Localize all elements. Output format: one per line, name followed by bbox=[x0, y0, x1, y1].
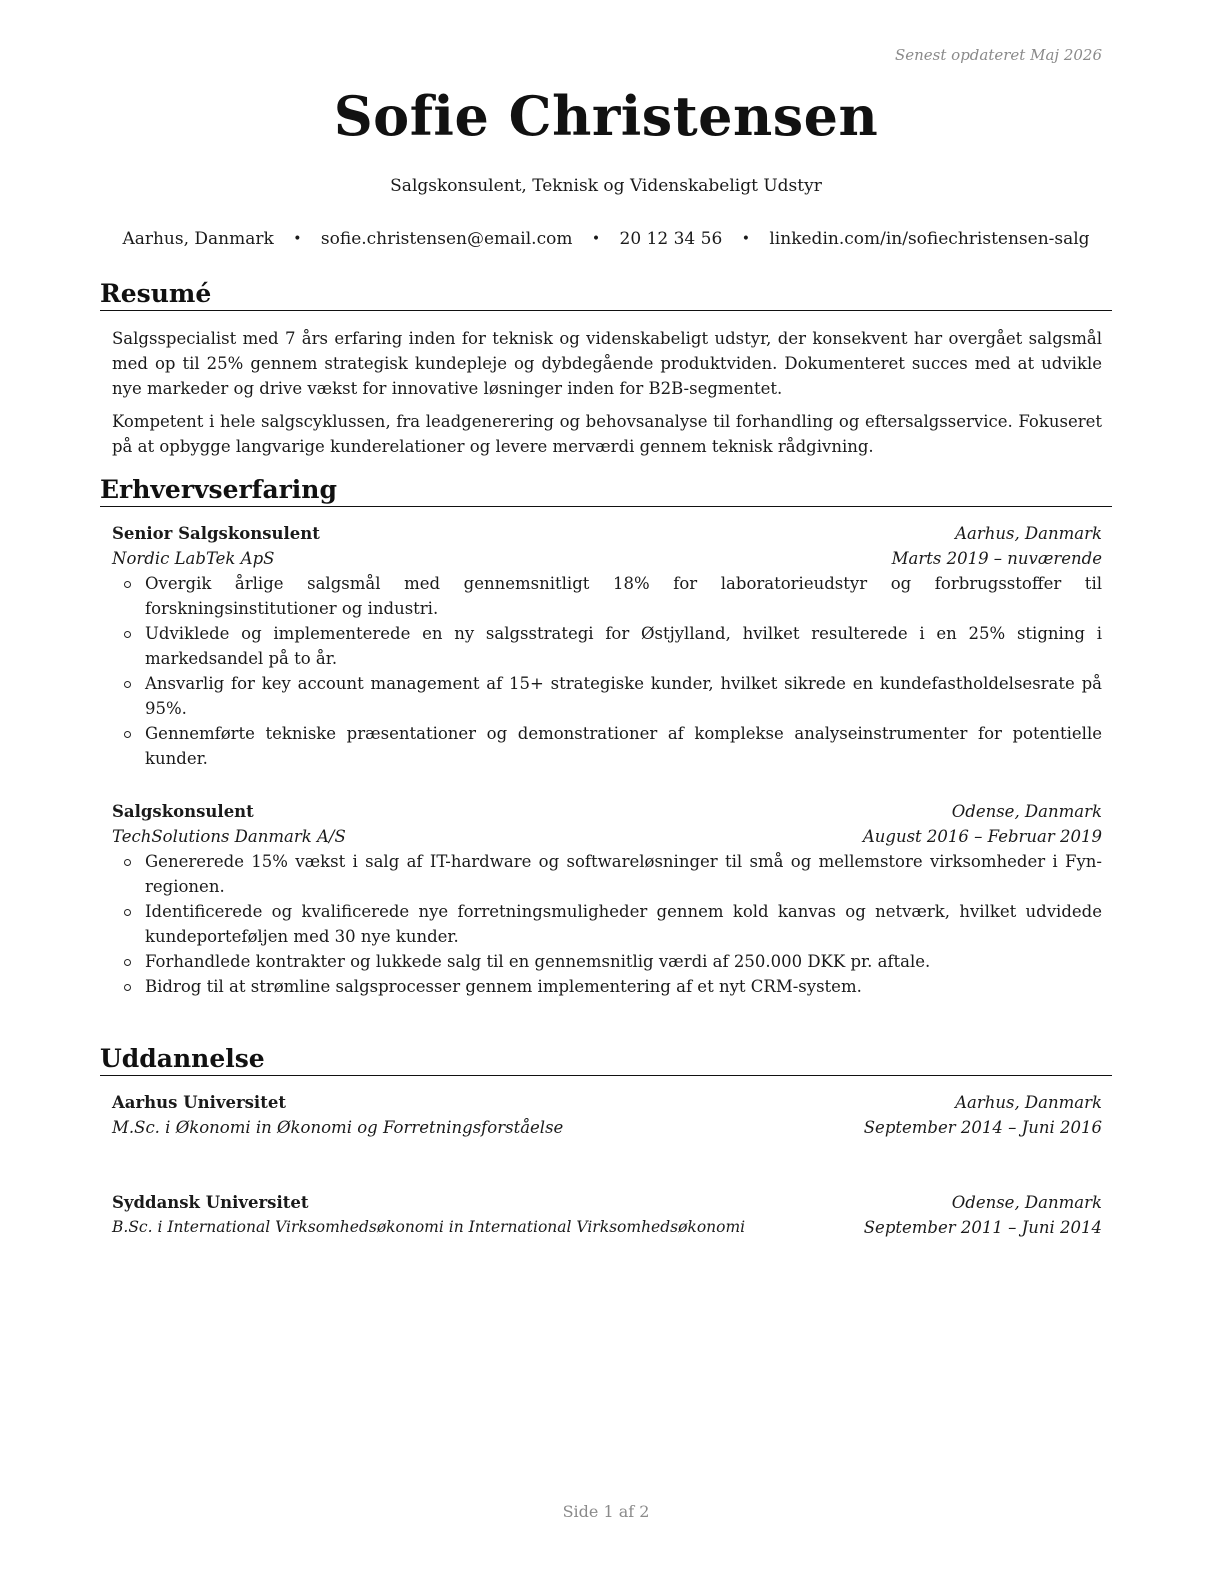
education-dates: September 2011 – Juni 2014 bbox=[863, 1218, 1102, 1237]
job-bullets bbox=[112, 849, 1102, 999]
section-title-summary: Resumé bbox=[100, 278, 1112, 311]
section-title-experience: Erhvervserfaring bbox=[100, 474, 1112, 507]
last-updated-note: Senest opdateret Maj 2026 bbox=[894, 46, 1102, 64]
contact-linkedin[interactable]: linkedin.com/in/sofiechristensen-salg bbox=[769, 229, 1090, 249]
job-entry bbox=[112, 799, 1102, 999]
job-role: Senior Salgskonsulent bbox=[112, 524, 320, 543]
bullet-separator: • bbox=[293, 231, 302, 247]
page-number: Side 1 af 2 bbox=[562, 1502, 650, 1521]
contact-phone: 20 12 34 56 bbox=[619, 229, 723, 249]
candidate-tagline: Salgskonsulent, Teknisk og Videnskabeligt Udstyr bbox=[390, 176, 822, 196]
job-bullets bbox=[112, 571, 1102, 771]
bullet-separator: • bbox=[741, 231, 750, 247]
resume-page bbox=[100, 0, 1112, 1584]
list-item: Forhandlede kontrakter og lukkede salg til en gennemsnitlig værdi af 250.000 DKK pr. aftale. bbox=[112, 949, 1102, 974]
school-location: Aarhus, Danmark bbox=[955, 1093, 1102, 1112]
degree: B.Sc. i International Virksomhedsøkonomi in International Virksomhedsøkonomi bbox=[112, 1218, 746, 1236]
bullet-separator: • bbox=[591, 231, 601, 247]
job-dates: August 2016 – Februar 2019 bbox=[862, 827, 1102, 846]
list-item: Ansvarlig for key account management af 15+ strategiske kunder, hvilket sikrede en kundefastholdelsesrate på 95%. bbox=[112, 671, 1102, 721]
summary-paragraph: Kompetent i hele salgscyklussen, fra leadgenerering og behovsanalyse til forhandling og eftersalgsservice. Fokuseret på at opbygge langvarige kunderelationer og levere merværdi gennem teknisk rådgivning. bbox=[112, 412, 1102, 456]
education-entry bbox=[112, 1090, 1102, 1140]
list-item: Udviklede og implementerede en ny salgsstrategi for Østjylland, hvilket resulterede i en 25% stigning i markedsandel på to år. bbox=[112, 621, 1102, 671]
contact-line bbox=[100, 229, 1112, 249]
job-location: Aarhus, Danmark bbox=[955, 524, 1102, 543]
list-item: Overgik årlige salgsmål med gennemsnitligt 18% for laboratorieudstyr og forbrugsstoffer til forskningsinstitutioner og industri. bbox=[112, 571, 1102, 621]
list-item: Identificerede og kvalificerede nye forretningsmuligheder gennem kold kanvas og netværk, hvilket udvidede kundeporteføljen med 30 nye kunder. bbox=[112, 899, 1102, 949]
list-item: Gennemførte tekniske præsentationer og demonstrationer af komplekse analyseinstrumenter for potentielle kunder. bbox=[112, 721, 1102, 771]
job-dates: Marts 2019 – nuværende bbox=[891, 549, 1102, 568]
contact-email[interactable]: sofie.christensen@email.com bbox=[320, 229, 573, 249]
education-dates: September 2014 – Juni 2016 bbox=[863, 1118, 1102, 1137]
job-entry bbox=[112, 521, 1102, 771]
school-name: Aarhus Universitet bbox=[112, 1093, 286, 1112]
school-location: Odense, Danmark bbox=[951, 1193, 1102, 1212]
degree: M.Sc. i Økonomi in Økonomi og Forretningsforståelse bbox=[112, 1118, 564, 1137]
list-item: Genererede 15% vækst i salg af IT-hardware og softwareløsninger til små og mellemstore virksomheder i Fyn-regionen. bbox=[112, 849, 1102, 899]
job-location: Odense, Danmark bbox=[951, 802, 1102, 821]
candidate-name: Sofie Christensen bbox=[333, 84, 879, 148]
contact-location: Aarhus, Danmark bbox=[122, 229, 274, 249]
job-role: Salgskonsulent bbox=[112, 802, 254, 821]
job-company: Nordic LabTek ApS bbox=[112, 549, 275, 568]
section-title-education: Uddannelse bbox=[100, 1043, 1112, 1076]
school-name: Syddansk Universitet bbox=[112, 1193, 309, 1212]
job-company: TechSolutions Danmark A/S bbox=[112, 827, 346, 846]
summary-paragraph: Salgsspecialist med 7 års erfaring inden for teknisk og videnskabeligt udstyr, der konsekvent har overgået salgsmål med op til 25% gennem strategisk kundepleje og dybdegående produktviden. Dokumenteret succes med at udvikle nye markeder og drive vækst for innovative løsninger inden for B2B-segmentet. bbox=[112, 329, 1102, 398]
list-item: Bidrog til at strømline salgsprocesser gennem implementering af et nyt CRM-system. bbox=[112, 974, 1102, 999]
education-entry bbox=[112, 1190, 1102, 1240]
